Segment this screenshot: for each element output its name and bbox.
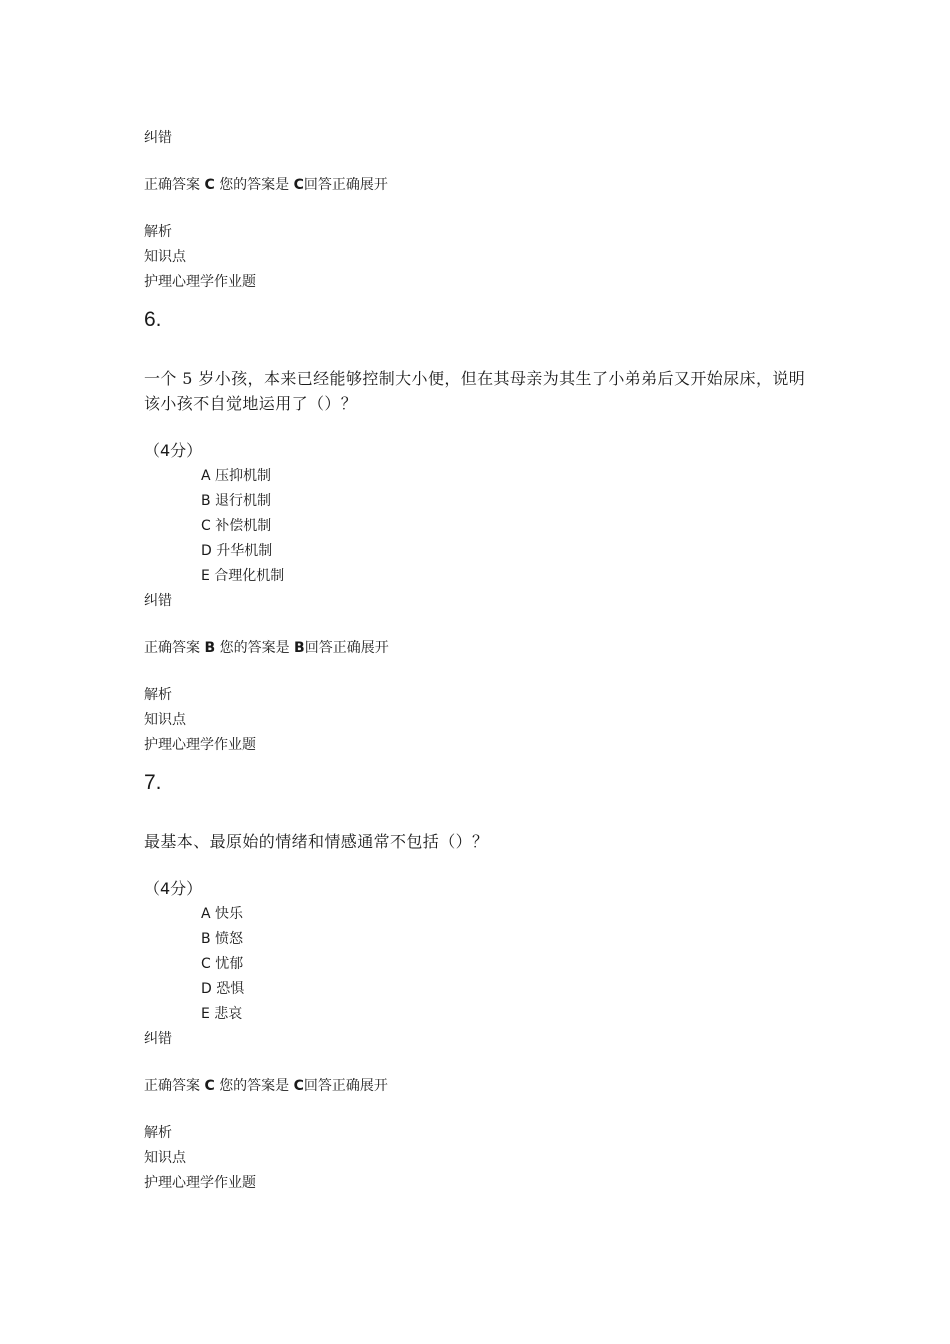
correct-answer-value: C xyxy=(204,177,215,193)
option-d[interactable]: D 升华机制 xyxy=(201,543,273,559)
knowledge-label: 知识点 xyxy=(144,712,186,728)
your-answer-value: C xyxy=(293,1078,304,1094)
answer-line xyxy=(144,176,388,194)
your-answer-label: 您的答案是 xyxy=(219,1078,290,1094)
question-stem: 最基本、最原始的情绪和情感通常不包括（）？ xyxy=(144,832,489,851)
analysis-label: 解析 xyxy=(144,1125,172,1141)
correct-answer-value: B xyxy=(204,640,216,656)
correct-answer-value: C xyxy=(204,1078,215,1094)
option-a[interactable]: A 快乐 xyxy=(201,906,244,922)
report-error-link[interactable]: 纠错 xyxy=(144,130,172,146)
option-a[interactable]: A 压抑机制 xyxy=(201,468,272,484)
answer-line xyxy=(144,1077,388,1095)
answer-result: 回答正确 xyxy=(303,177,360,193)
knowledge-label: 知识点 xyxy=(144,249,186,265)
knowledge-topic: 护理心理学作业题 xyxy=(144,737,256,753)
question-stem: 一个 5 岁小孩，本来已经能够控制大小便，但在其母亲为其生了小弟弟后又开始尿床，说明 xyxy=(144,369,806,388)
correct-answer-label: 正确答案 xyxy=(144,640,200,656)
expand-link[interactable]: 展开 xyxy=(360,640,389,656)
question-score: （4分） xyxy=(144,441,203,460)
question-number: 7. xyxy=(144,771,162,794)
answer-line xyxy=(144,639,389,657)
expand-link[interactable]: 展开 xyxy=(359,1078,388,1094)
option-e[interactable]: E 悲哀 xyxy=(201,1006,243,1022)
option-c[interactable]: C 忧郁 xyxy=(201,956,244,972)
option-e[interactable]: E 合理化机制 xyxy=(201,568,285,584)
analysis-label: 解析 xyxy=(144,687,172,703)
knowledge-topic: 护理心理学作业题 xyxy=(144,274,256,290)
correct-answer-label: 正确答案 xyxy=(144,1078,200,1094)
correct-answer-label: 正确答案 xyxy=(144,177,200,193)
option-b[interactable]: B 退行机制 xyxy=(201,493,272,509)
report-error-link[interactable]: 纠错 xyxy=(144,593,172,609)
option-c[interactable]: C 补偿机制 xyxy=(201,518,272,534)
analysis-label: 解析 xyxy=(144,224,172,240)
question-stem-continued: 该小孩不自觉地运用了（）？ xyxy=(144,394,358,413)
knowledge-topic: 护理心理学作业题 xyxy=(144,1175,256,1191)
your-answer-label: 您的答案是 xyxy=(219,177,290,193)
your-answer-value: C xyxy=(293,177,304,193)
expand-link[interactable]: 展开 xyxy=(359,177,388,193)
answer-result: 回答正确 xyxy=(304,640,361,656)
your-answer-label: 您的答案是 xyxy=(219,640,290,656)
report-error-link[interactable]: 纠错 xyxy=(144,1031,172,1047)
answer-result: 回答正确 xyxy=(303,1078,360,1094)
question-score: （4分） xyxy=(144,879,203,898)
your-answer-value: B xyxy=(294,640,305,656)
knowledge-label: 知识点 xyxy=(144,1150,186,1166)
question-number: 6. xyxy=(144,308,162,331)
option-d[interactable]: D 恐惧 xyxy=(201,981,245,997)
option-b[interactable]: B 愤怒 xyxy=(201,931,244,947)
